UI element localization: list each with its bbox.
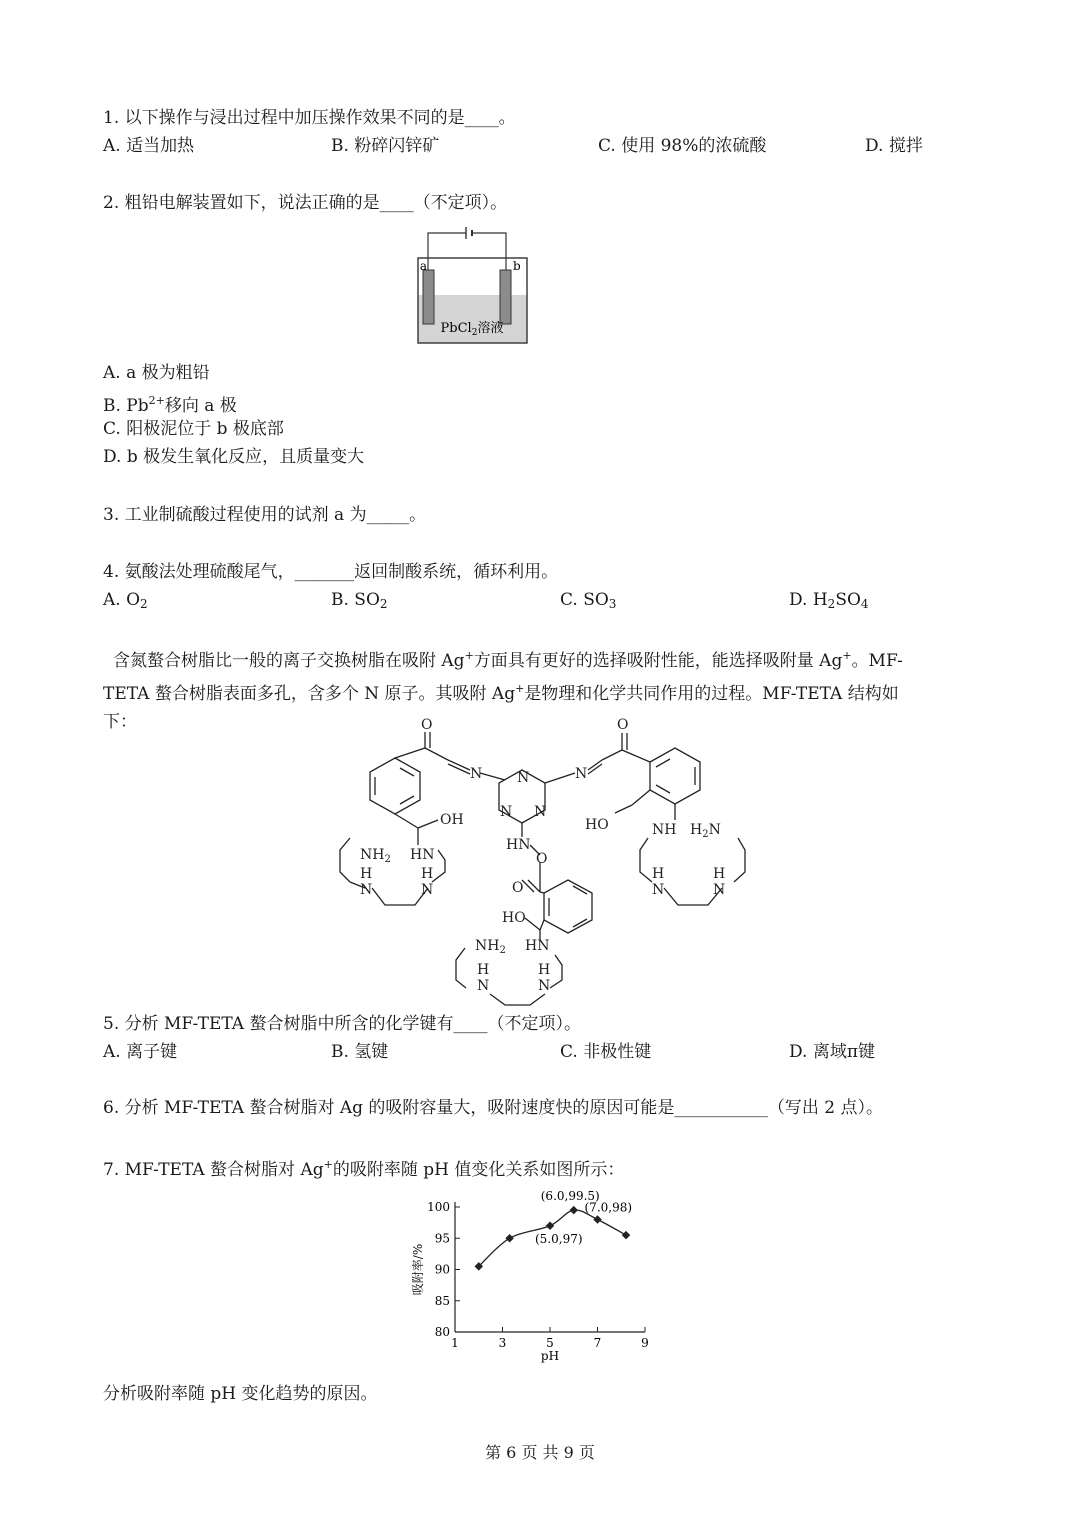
structure-n-right: N <box>575 766 588 782</box>
structure-n-right1: N <box>652 882 665 898</box>
q2-stem: 2. 粗铅电解装置如下，说法正确的是____（不定项）。 <box>103 193 508 213</box>
q1-stem: 1. 以下操作与浸出过程中加压操作效果不同的是____。 <box>103 108 516 128</box>
structure-h-left1: H <box>360 866 373 882</box>
q6-stem: 6. 分析 MF-TETA 螯合树脂对 Ag 的吸附容量大，吸附速度快的原因可能是___________（写出 2 点）。 <box>103 1098 884 1118</box>
q1-option-d: D. 搅拌 <box>865 136 923 156</box>
structure-nh-right: NH <box>652 822 677 838</box>
structure-n-bottom2: N <box>538 978 551 994</box>
q4-stem: 4. 氨酸法处理硫酸尾气，_______返回制酸系统，循环利用。 <box>103 562 559 582</box>
q4-option-c: C. $SO_3$ <box>560 590 617 611</box>
structure-h-bottom1: H <box>477 962 490 978</box>
structure-ho-bottom: HO <box>502 910 526 926</box>
q7-followup: 分析吸附率随 pH 变化趋势的原因。 <box>103 1384 378 1404</box>
structure-triazine-n1: N <box>517 770 530 786</box>
solution-label: PbCl$_2$溶液 <box>440 321 504 338</box>
electrode-a-label: a <box>419 259 427 273</box>
data-point <box>505 1234 513 1242</box>
q3-stem: 3. 工业制硫酸过程使用的试剂 a 为_____。 <box>103 505 427 525</box>
chart-xticks <box>451 1327 649 1350</box>
structure-h-right1: H <box>652 866 665 882</box>
x-tick-label: 3 <box>498 1336 507 1350</box>
y-tick-label: 90 <box>434 1262 450 1277</box>
structure-triazine-n3: N <box>534 804 547 820</box>
y-tick-label: 85 <box>434 1293 450 1308</box>
data-annotation: (7.0,98) <box>584 1200 633 1215</box>
electrode-b-label: b <box>513 259 521 273</box>
data-point <box>593 1215 601 1223</box>
structure-h-left2: H <box>421 866 434 882</box>
q5-options <box>103 1041 983 1063</box>
q5-stem: 5. 分析 MF-TETA 螯合树脂中所含的化学键有____（不定项）。 <box>103 1014 581 1034</box>
q5-option-b: B. 氢键 <box>331 1042 389 1062</box>
structure-oh-left: OH <box>440 812 464 828</box>
structure-hn-left: HN <box>410 847 435 863</box>
page-footer: 第 6 页 共 9 页 <box>485 1443 595 1462</box>
x-tick-label: 5 <box>546 1336 554 1350</box>
q4-option-d: D. $H_2SO_4$ <box>789 590 869 611</box>
structure-h-bottom2: H <box>538 962 551 978</box>
structure-hn-center: HN <box>506 837 531 853</box>
intro-line-3: 下： <box>103 712 137 732</box>
q1-option-b: B. 粉碎闪锌矿 <box>331 136 440 156</box>
structure-o-right: O <box>617 717 629 733</box>
structure-h2n-right: $H_2N$ <box>690 822 721 840</box>
y-tick-label: 100 <box>427 1200 450 1214</box>
data-point <box>622 1231 630 1239</box>
data-point <box>570 1206 578 1214</box>
adsorption-chart <box>400 1182 670 1372</box>
x-tick-label: 9 <box>641 1336 649 1350</box>
data-point <box>546 1222 554 1230</box>
structure-o-left: O <box>421 717 433 733</box>
data-annotation: (6.0,99.5) <box>540 1189 600 1204</box>
chart-annotations <box>535 1189 632 1246</box>
q7-stem: 7. MF-TETA 螯合树脂对 Ag+的吸附率随 pH 值变化关系如图所示： <box>103 1158 625 1180</box>
q2-option-d: D. b 极发生氧化反应，且质量变大 <box>103 447 365 467</box>
x-tick-label: 7 <box>593 1336 602 1350</box>
chart-axes <box>455 1202 645 1332</box>
q2-option-b: B. $Pb^{2+}$移向 a 极 <box>103 394 237 416</box>
y-tick-label: 80 <box>434 1325 450 1339</box>
x-tick-label: 1 <box>451 1336 459 1350</box>
structure-o-center: O <box>536 851 548 867</box>
structure-n-bottom1: N <box>477 978 490 994</box>
structure-h-right2: H <box>713 866 726 882</box>
q1-option-c: C. 使用 98%的浓硫酸 <box>598 136 767 156</box>
q4-option-b: B. $SO_2$ <box>331 590 388 611</box>
y-tick-label: 95 <box>434 1231 450 1246</box>
intro-line-1: 含氮螯合树脂比一般的离子交换树脂在吸附 Ag+方面具有更好的选择吸附性能，能选择吸附量 Ag+。MF- <box>113 649 903 671</box>
structure-nh2-left: $NH_2$ <box>360 847 391 865</box>
intro-line-2: TETA 螯合树脂表面多孔，含多个 N 原子。其吸附 Ag+是物理和化学共同作用的过程。MF-TETA 结构如 <box>103 682 899 704</box>
q2-option-c: C. 阳极泥位于 b 极底部 <box>103 419 284 439</box>
structure-n-left: N <box>470 766 483 782</box>
q2-option-a: A. a 极为粗铅 <box>103 363 210 383</box>
q5-option-c: C. 非极性键 <box>560 1042 652 1062</box>
structure-ho-right: HO <box>585 817 609 833</box>
q1-option-a: A. 适当加热 <box>103 136 195 156</box>
q4-option-a: A. $O_2$ <box>103 590 148 611</box>
structure-o-carbonyl: O <box>512 880 524 896</box>
q5-option-d: D. 离域π键 <box>789 1042 876 1062</box>
structure-triazine-n2: N <box>500 804 513 820</box>
structure-n-right2: N <box>713 882 726 898</box>
chart-xlabel: pH <box>540 1349 560 1363</box>
structure-n-left2: N <box>421 882 434 898</box>
data-annotation: (5.0,97) <box>535 1231 583 1246</box>
q5-option-a: A. 离子键 <box>103 1042 178 1062</box>
structure-hn-bottom: HN <box>525 938 550 954</box>
structure-n-left1: N <box>360 882 373 898</box>
structure-nh2-bottom: $NH_2$ <box>475 938 506 956</box>
chart-ylabel: 吸附率/% <box>411 1243 425 1296</box>
